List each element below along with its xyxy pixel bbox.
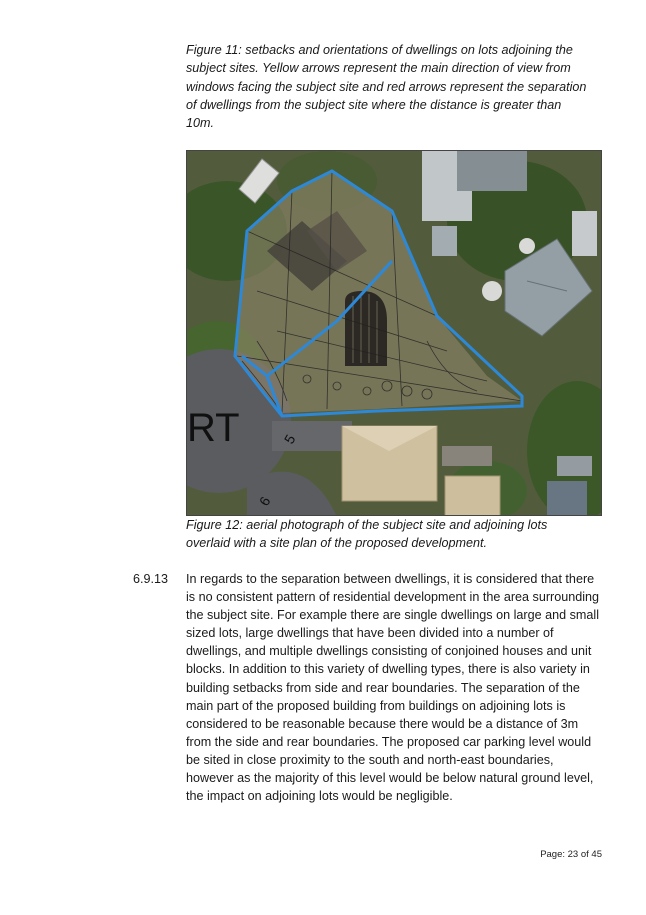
aerial-site-plan-image bbox=[187, 151, 602, 516]
aerial-photograph bbox=[186, 150, 602, 516]
lot-number-label: 5 bbox=[280, 431, 299, 447]
lot-number-label: 6 bbox=[255, 493, 274, 509]
street-label: RT bbox=[187, 406, 240, 450]
figure-11-caption: Figure 11: setbacks and orientations of dwellings on lots adjoining the subject sites. Yellow arrows represent the main direction of view from windows facing the subject site and red arrows represent the separation of dwellings from the subject site where the distance is greater than 10m. bbox=[186, 43, 587, 131]
section-paragraph: In regards to the separation between dwellings, it is considered that there is no consistent pattern of residential development in the area surrounding the subject site. For example there are single dwellings on large and small sized lots, large dwellings that have been divided into a number of dwellings, and multiple dwellings consisting of conjoined houses and unit blocks. In addition to this variety of dwelling types, there is also variety in building setbacks from side and rear boundaries. The separation of the main part of the proposed building from buildings on adjoining lots is considered to be reasonable because there would be a distance of 3m from the side and rear boundaries. The proposed car parking level would be sited in close proximity to the south and north-east boundaries, however as the majority of this level would be below natural ground level, the impact on adjoining lots would be negligible. bbox=[186, 572, 600, 804]
figure-12-caption: Figure 12: aerial photograph of the subject site and adjoining lots overlaid with a site plan of the proposed development. bbox=[186, 518, 548, 551]
section-number: 6.9.13 bbox=[133, 572, 169, 586]
page-number: Page: 23 of 45 bbox=[540, 849, 602, 860]
